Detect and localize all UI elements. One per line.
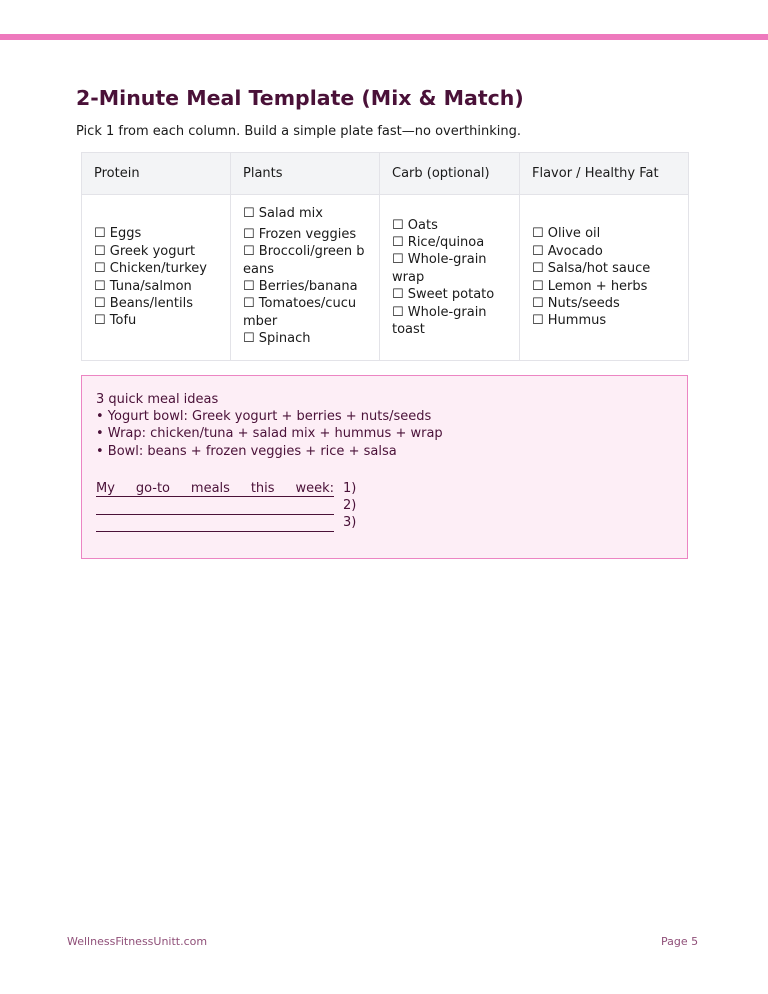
goto-meal-blank[interactable] — [96, 514, 334, 515]
goto-meal-blank[interactable] — [96, 496, 334, 497]
goto-meal-number: 1) — [343, 481, 357, 496]
meal-ideas-callout — [81, 375, 688, 559]
column-header-flavor: Flavor / Healthy Fat — [520, 153, 689, 195]
table-header-row — [82, 153, 689, 195]
flavor-cell — [520, 195, 689, 361]
meal-template-table — [81, 152, 689, 361]
footer-page-number: Page 5 — [661, 935, 699, 948]
plants-option[interactable]: ☐ Broccoli/green beans — [243, 244, 365, 277]
footer-site: WellnessFitnessUnitt.com — [67, 935, 208, 948]
plants-option[interactable]: ☐ Spinach — [243, 331, 311, 347]
page-title: 2-Minute Meal Template (Mix & Match) — [76, 86, 524, 110]
meal-ideas-list — [96, 391, 443, 460]
flavor-option[interactable]: ☐ Lemon + herbs — [532, 278, 648, 294]
flavor-option[interactable]: ☐ Hummus — [532, 313, 607, 329]
plants-option[interactable]: ☐ Salad mix — [243, 206, 323, 222]
flavor-option[interactable]: ☐ Nuts/seeds — [532, 295, 620, 311]
carb-option[interactable]: ☐ Whole-grain wrap — [392, 252, 487, 285]
protein-option[interactable]: ☐ Eggs — [94, 226, 142, 242]
plants-option[interactable]: ☐ Frozen veggies — [243, 226, 357, 242]
plants-option[interactable]: ☐ Tomatoes/cucumber — [243, 296, 357, 329]
carb-cell — [380, 195, 520, 361]
carb-option[interactable]: ☐ Whole-grain toast — [392, 304, 487, 338]
column-header-carb: Carb (optional) — [380, 153, 520, 195]
flavor-option[interactable]: ☐ Olive oil — [532, 226, 601, 242]
protein-option[interactable]: ☐ Tuna/salmon — [94, 278, 192, 294]
meal-idea: • Yogurt bowl: Greek yogurt + berries + nuts/seeds — [96, 409, 432, 425]
protein-option[interactable]: ☐ Chicken/turkey — [94, 261, 207, 277]
meal-idea: • Wrap: chicken/tuna + salad mix + hummus + wrap — [96, 426, 443, 442]
carb-option[interactable]: ☐ Oats — [392, 217, 438, 233]
carb-option[interactable]: ☐ Rice/quinoa — [392, 234, 485, 250]
goto-meals-label: My go-to meals this week: — [96, 481, 334, 496]
intro-text: Pick 1 from each column. Build a simple plate fast—no overthinking. — [76, 124, 522, 139]
table-row — [82, 195, 689, 361]
plants-cell — [231, 195, 380, 361]
protein-cell — [82, 195, 231, 361]
plants-option[interactable]: ☐ Berries/banana — [243, 279, 358, 294]
flavor-option[interactable]: ☐ Salsa/hot sauce — [532, 261, 651, 277]
protein-option[interactable]: ☐ Beans/lentils — [94, 295, 194, 311]
goto-meal-number: 2) — [343, 498, 357, 513]
carb-option[interactable]: ☐ Sweet potato — [392, 287, 495, 303]
goto-meal-number: 3) — [343, 515, 357, 530]
column-header-plants: Plants — [231, 153, 380, 195]
column-header-protein: Protein — [82, 153, 231, 195]
meal-ideas-heading: 3 quick meal ideas — [96, 392, 219, 407]
protein-option[interactable]: ☐ Greek yogurt — [94, 243, 196, 259]
goto-meal-blank[interactable] — [96, 531, 334, 532]
flavor-option[interactable]: ☐ Avocado — [532, 243, 603, 259]
meal-idea: • Bowl: beans + frozen veggies + rice + salsa — [96, 443, 397, 459]
accent-bar — [0, 34, 768, 40]
protein-option[interactable]: ☐ Tofu — [94, 313, 137, 329]
